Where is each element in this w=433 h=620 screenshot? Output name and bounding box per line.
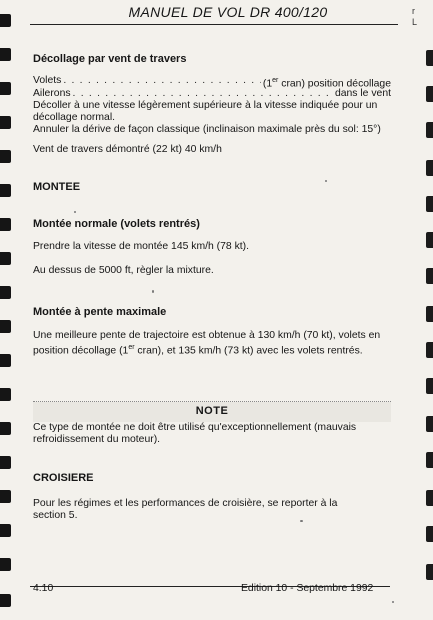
note-text — [33, 422, 391, 446]
cruise-heading: CROISIERE — [33, 472, 94, 484]
crosswind-line-3: Annuler la dérive de façon classique (inclinaison maximale près du sol: 15°) — [33, 124, 381, 135]
corner-mark: r L — [412, 6, 418, 27]
leader-dots — [73, 88, 333, 100]
normal-climb-line-2: Au dessus de 5000 ft, règler la mixture. — [33, 265, 214, 276]
scan-speck — [152, 290, 154, 293]
crosswind-line-1: Décoller à une vitesse légèrement supérieure à la vitesse indiquée pour un — [33, 100, 378, 111]
normal-climb-line-1: Prendre la vitesse de montée 145 km/h (78 kt). — [33, 241, 250, 252]
note-title: NOTE — [195, 405, 229, 417]
flaps-value: (1er cran) position décollage — [262, 77, 391, 90]
scan-speck — [392, 601, 394, 603]
climb-heading: MONTEE — [33, 181, 81, 193]
edition-date: Edition 10 - Septembre 1992 — [241, 583, 374, 594]
ailerons-row — [33, 88, 391, 100]
spiral-binding — [0, 0, 14, 620]
page-title: MANUEL DE VOL DR 400/120 — [128, 4, 328, 20]
max-climb-line-1: Une meilleure pente de trajectoire est obtenue à 130 km/h (70 kt), volets en — [33, 330, 381, 341]
note-box — [33, 401, 391, 454]
max-climb-heading: Montée à pente maximale — [33, 306, 167, 318]
header-rule — [30, 24, 398, 25]
scan-speck — [300, 520, 303, 522]
normal-climb-heading: Montée normale (volets rentrés) — [33, 218, 200, 230]
scan-speck — [74, 211, 76, 213]
note-line-2: refroidissement du moteur). — [33, 434, 161, 445]
page-number: 4.10 — [33, 583, 54, 594]
crosswind-demonstrated: Vent de travers démontré (22 kt) 40 km/h — [33, 144, 222, 155]
note-line-1: Ce type de montée ne doit être utilisé qu'exceptionnellement (mauvais — [33, 422, 357, 433]
scan-speck — [325, 180, 327, 182]
max-climb-line-2: position décollage (1er cran), et 135 km/h (73 kt) avec les volets rentrés. — [33, 344, 363, 357]
ailerons-label: Ailerons — [33, 88, 71, 99]
crosswind-heading: Décollage par vent de travers — [33, 53, 187, 65]
cruise-line-2: section 5. — [33, 510, 78, 521]
ailerons-value: dans le vent — [334, 88, 391, 99]
flaps-label: Volets — [33, 75, 62, 86]
page-edge-tabs — [421, 0, 433, 620]
cruise-line-1: Pour les régimes et les performances de croisière, se reporter à la — [33, 498, 338, 509]
crosswind-line-2: décollage normal. — [33, 112, 116, 123]
